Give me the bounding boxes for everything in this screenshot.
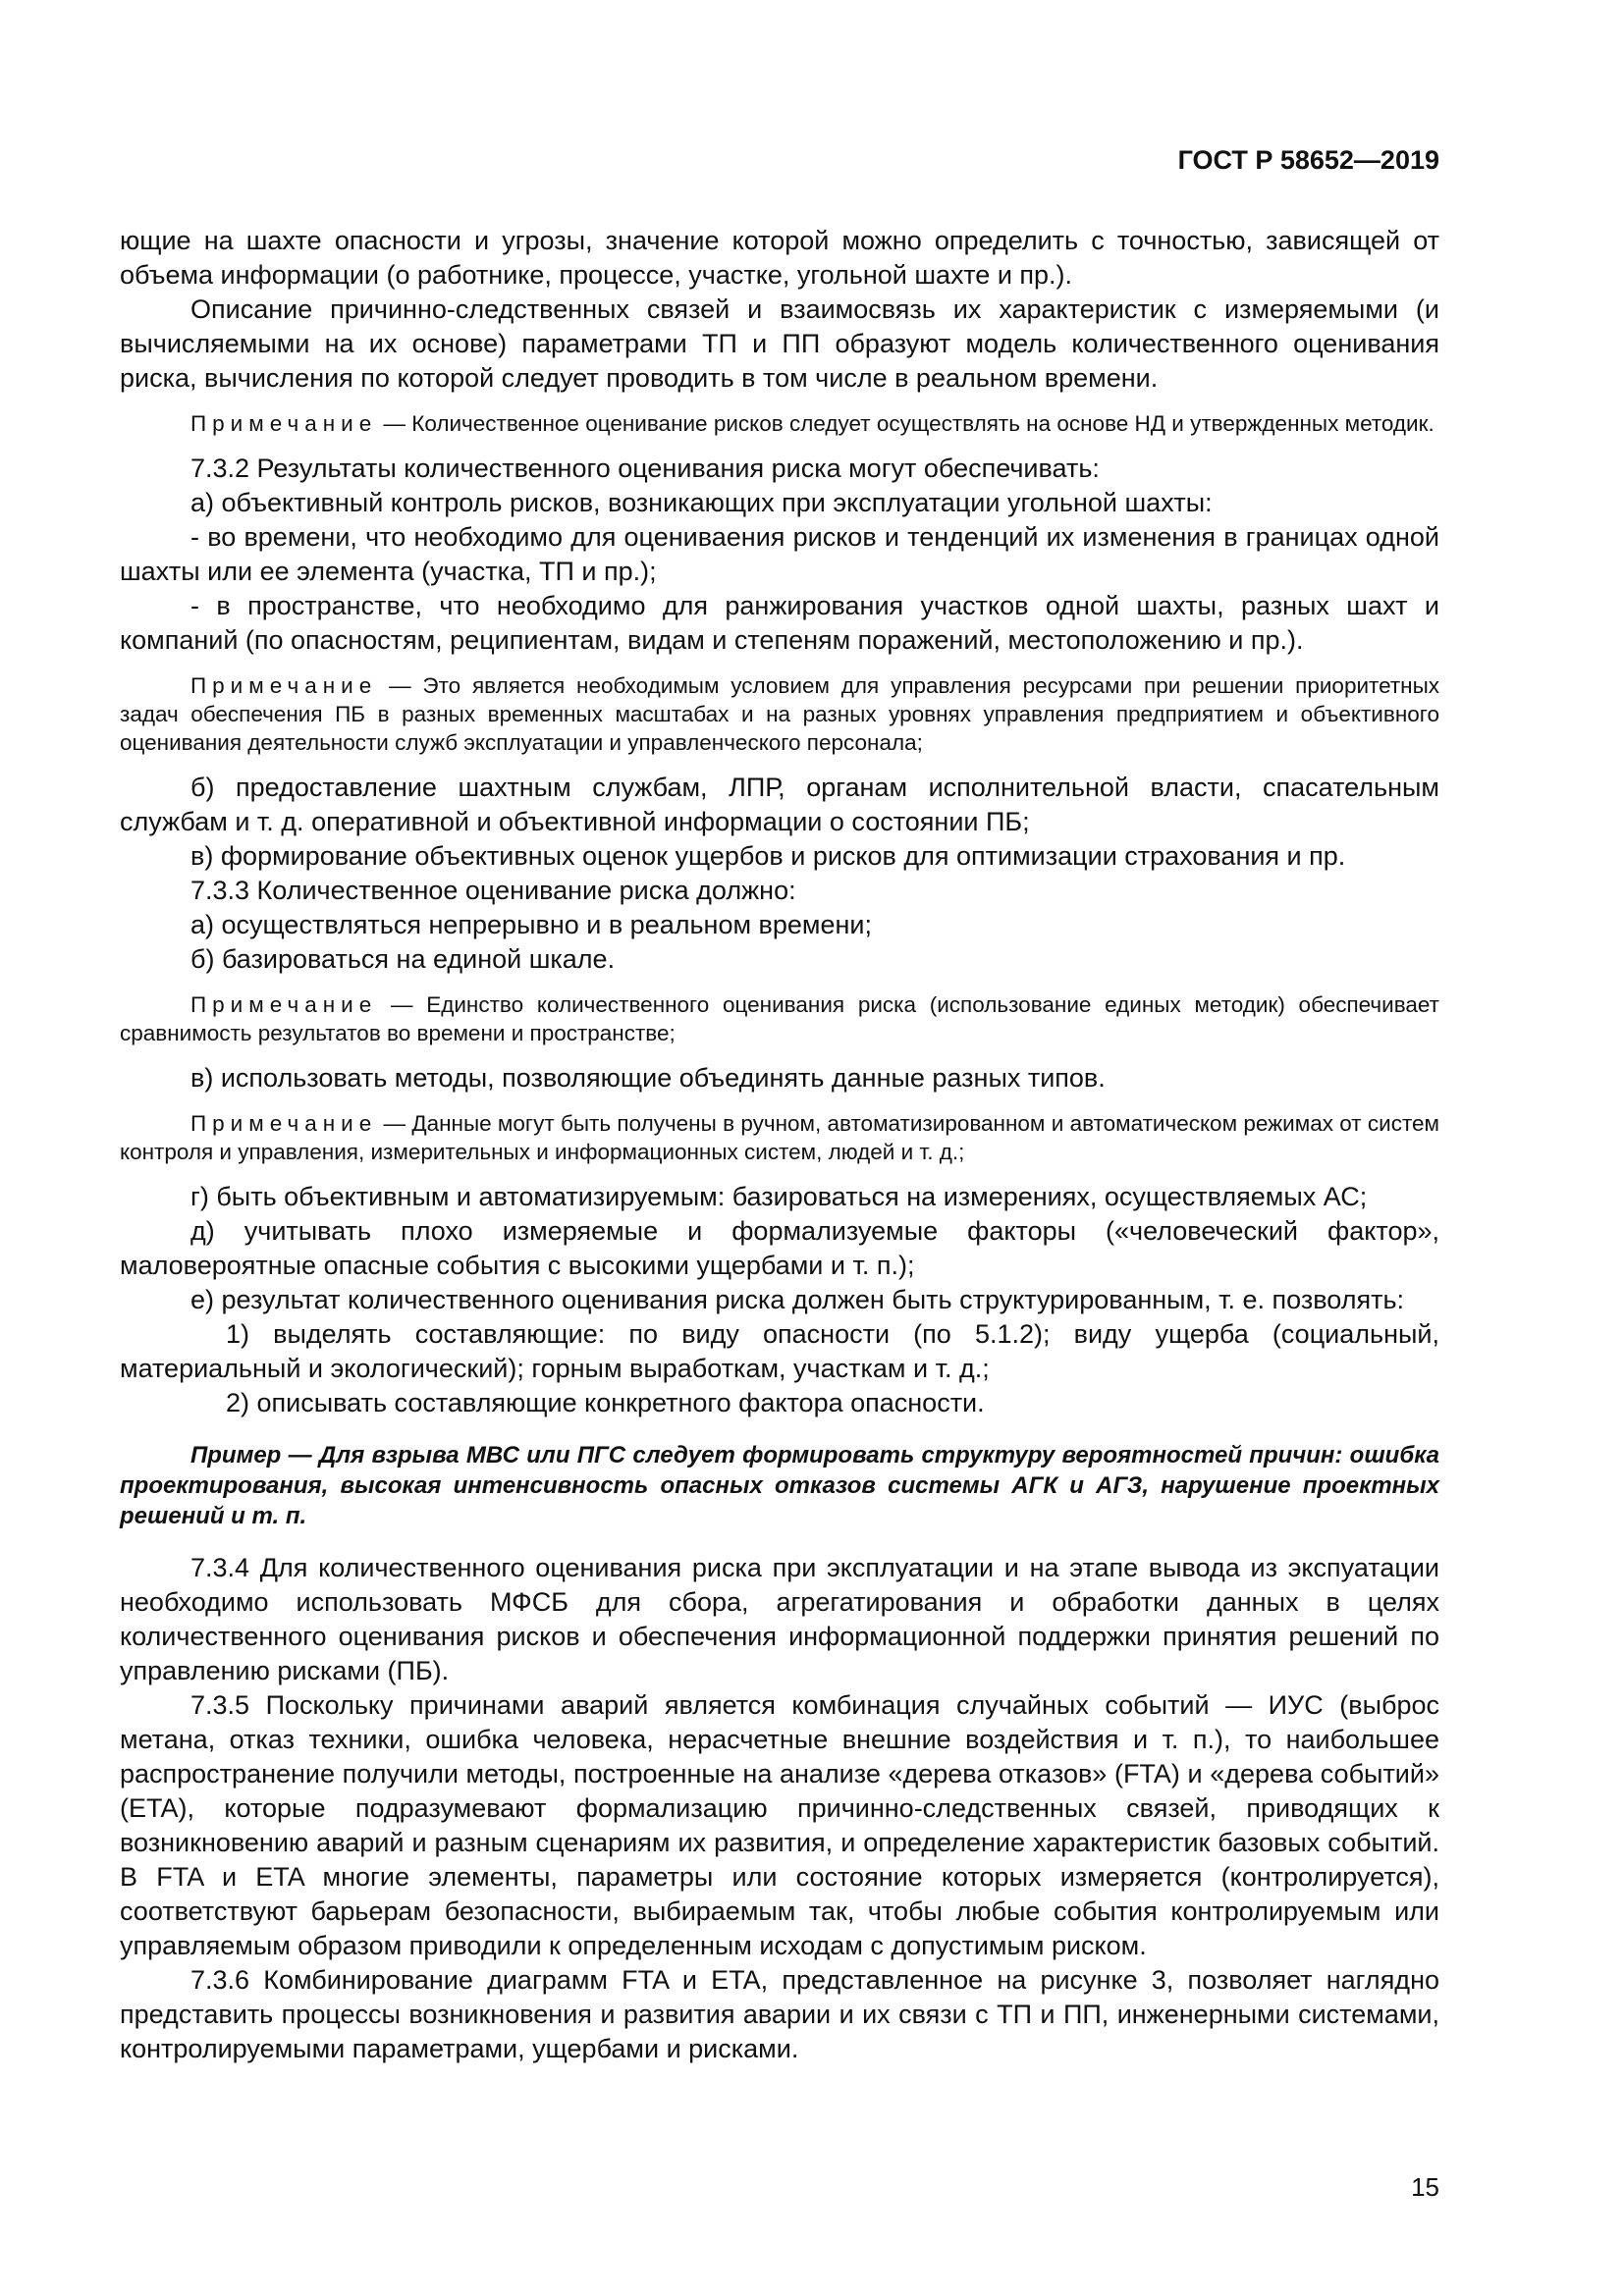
standard-id: ГОСТ Р 58652—2019	[1177, 145, 1439, 175]
note-label: Примечание	[190, 992, 378, 1017]
sub-list-item: 2) описывать составляющие конкретного фактора опасности.	[226, 1388, 985, 1417]
list-item: в) формирование объективных оценок ущербов и рисков для оптимизации страхования и пр.	[190, 841, 1346, 871]
note-label: Примечание	[190, 673, 378, 698]
list-item: - в пространстве, что необходимо для ранжирования участков одной шахты, разных шахт и компаний (по опасностям, реципиентам, видам и степеням поражений, местоположению и пр.).	[120, 591, 1439, 655]
page-body	[120, 224, 1439, 2066]
note-text: — Единство количественного оценивания риска (использование единых методик) обеспечивает сравнимость результатов во времени и пространстве;	[120, 992, 1439, 1045]
list-item: б) базироваться на единой шкале.	[190, 944, 616, 974]
sub-list-item: 1) выделять составляющие: по виду опасности (по 5.1.2); виду ущерба (социальный, материальный и экологический); горным выработкам, участкам и т. д.;	[120, 1319, 1439, 1383]
clause-7-3-6: 7.3.6 Комбинирование диаграмм FTA и ETA, представленное на рисунке 3, позволяет наглядно представить процессы возникновения и развития аварии и их связи с ТП и ПП, инженерными системами, контролируемыми параметрами, ущербами и рисками.	[120, 1965, 1439, 2063]
note	[120, 671, 1439, 757]
list-item: а) осуществляться непрерывно и в реальном времени;	[190, 910, 872, 939]
clause-7-3-2: 7.3.2 Результаты количественного оценивания риска могут обеспечивать:	[190, 454, 1100, 483]
list-item: в) использовать методы, позволяющие объединять данные разных типов.	[190, 1063, 1106, 1093]
document-header	[120, 145, 1439, 176]
note-text: — Количественное оценивание рисков следует осуществлять на основе НД и утвержденных методик.	[377, 411, 1435, 436]
list-item: г) быть объективным и автоматизируемым: базироваться на измерениях, осуществляемых АС;	[190, 1182, 1368, 1211]
note	[120, 990, 1439, 1047]
list-item: д) учитывать плохо измеряемые и формализуемые факторы («человеческий фактор», маловероятные опасные события с высокими ущербами и т. п.);	[120, 1216, 1439, 1280]
note-text: — Данные могут быть получены в ручном, автоматизированном и автоматическом режимах от систем контроля и управления, измерительных и информационных систем, людей и т. д.;	[120, 1111, 1439, 1164]
list-item: б) предоставление шахтным службам, ЛПР, органам исполнительной власти, спасательным службам и т. д. оперативной и объективной информации о состоянии ПБ;	[120, 773, 1439, 836]
clause-7-3-5: 7.3.5 Поскольку причинами аварий является комбинация случайных событий — ИУС (выброс метана, отказ техники, ошибка человека, нерасчетные внешние воздействия и т. п.), то наибольшее распространение получили методы, построенные на анализе «дерева отказов» (FTA) и «дерева событий» (ETA), которые подразумевают формализацию причинно-следственных связей, приводящих к возникновению аварий и разным сценариям их развития, и определение характеристик базовых событий. В FTA и ETA многие элементы, параметры или состояние которых измеряется (контролируется), соответствуют барьерам безопасности, выбираемым так, чтобы любые события контролируемым или управляемым образом приводили к определенным исходам с допустимым риском.	[120, 1690, 1439, 1960]
list-item: е) результат количественного оценивания риска должен быть структурированным, т. е. позволять:	[190, 1285, 1405, 1314]
note	[120, 1109, 1439, 1166]
list-item: - во времени, что необходимо для оцениваения рисков и тенденций их изменения в границах одной шахты или ее элемента (участка, ТП и пр.);	[120, 522, 1439, 586]
note-text: — Это является необходимым условием для управления ресурсами при решении приоритетных задач обеспечения ПБ в разных временных масштабах и на разных уровнях управления предприятием и объективного оценивания деятельности служб эксплуатации и управленческого персонала;	[120, 673, 1439, 755]
example: Пример — Для взрыва МВС или ПГС следует формировать структуру вероятностей причин: ошибка проектирования, высокая интенсивность опасных отказов системы АГК и АГЗ, нарушение проектных решений и т. п.	[120, 1442, 1439, 1529]
note-label: Примечание	[190, 1111, 378, 1136]
paragraph: ющие на шахте опасности и угрозы, значение которой можно определить с точностью, зависящей от объема информации (о работнике, процессе, участке, угольной шахте и пр.).	[120, 226, 1439, 290]
note	[120, 409, 1439, 438]
note-label: Примечание	[190, 411, 378, 436]
clause-7-3-4: 7.3.4 Для количественного оценивания риска при эксплуатации и на этапе вывода из экспуатации необходимо использовать МФСБ для сбора, агрегатирования и обработки данных в целях количественного оценивания рисков и обеспечения информационной поддержки принятия решений по управлению рисками (ПБ).	[120, 1553, 1439, 1685]
clause-7-3-3: 7.3.3 Количественное оценивание риска должно:	[190, 876, 796, 905]
paragraph: Описание причинно-следственных связей и взаимосвязь их характеристик с измеряемыми (и вычисляемыми на их основе) параметрами ТП и ПП образуют модель количественного оценивания риска, вычисления по которой следует проводить в том числе в реальном времени.	[120, 294, 1439, 393]
page-number: 15	[1411, 2172, 1439, 2202]
list-item: а) объективный контроль рисков, возникающих при эксплуатации угольной шахты:	[190, 488, 1213, 517]
